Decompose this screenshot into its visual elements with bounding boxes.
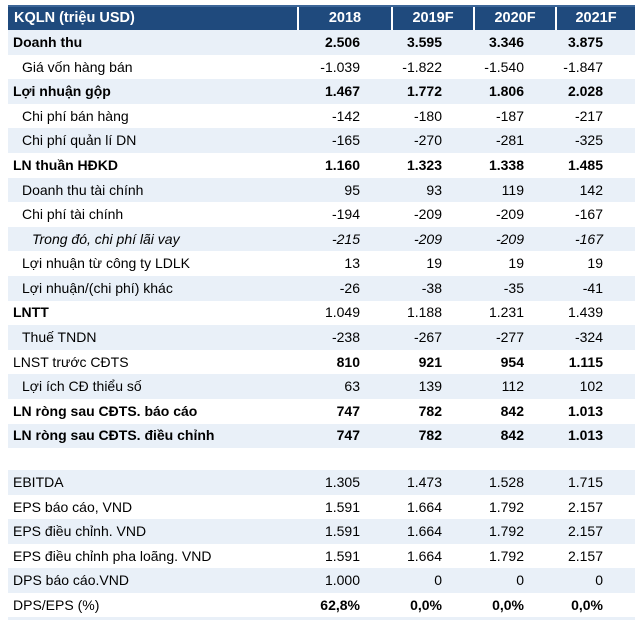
row-label: LN thuần HĐKD [13, 156, 118, 173]
cell-2021F: 2.157 [567, 523, 603, 540]
cell-2019F: 1.323 [406, 156, 442, 173]
cell-2021F: 142 [579, 181, 603, 198]
cell-2018: -26 [339, 279, 360, 296]
row-label: LNST trước CĐTS [13, 353, 129, 370]
cell-2019F: -209 [413, 206, 442, 223]
cell-2021F: 19 [587, 255, 603, 272]
row-label: EPS điều chỉnh. VND [13, 523, 147, 540]
row-label: LN ròng sau CĐTS. báo cáo [13, 402, 198, 419]
table-row [8, 301, 635, 326]
table-row [8, 55, 635, 80]
cell-2020F: -1.540 [484, 58, 524, 75]
table-row [8, 325, 635, 350]
spacer-cell [8, 448, 635, 470]
cell-2018: 1.305 [324, 474, 360, 491]
row-label: Trong đó, chi phí lãi vay [32, 230, 180, 247]
cell-2019F: -180 [413, 107, 442, 124]
cell-2021F: -1.847 [563, 58, 603, 75]
cell-2020F: 0,0% [492, 597, 524, 614]
cell-2020F: 1.792 [488, 498, 524, 515]
cell-2018: 747 [336, 402, 360, 419]
row-label: Chi phí tài chính [22, 206, 124, 223]
cell-2018: 810 [336, 353, 360, 370]
row-label: DPS báo cáo.VND [13, 572, 129, 589]
cell-2021F: -325 [574, 132, 603, 149]
cell-2020F: -209 [495, 230, 524, 247]
table-row [8, 593, 635, 618]
table-row [8, 128, 635, 153]
cell-2020F: -281 [495, 132, 524, 149]
cell-2019F: -209 [413, 230, 442, 247]
cell-2020F: 1.792 [488, 547, 524, 564]
row-label: Chi phí quản lí DN [22, 132, 137, 149]
cell-2020F: 0 [516, 572, 524, 589]
table-row [8, 495, 635, 520]
row-label: LN ròng sau CĐTS. điều chỉnh [13, 427, 215, 444]
row-label: LNTT [13, 304, 49, 321]
cell-2019F: 93 [426, 181, 442, 198]
table-row [8, 399, 635, 424]
cell-2020F: 19 [508, 255, 524, 272]
table-row [8, 470, 635, 495]
cell-2018: -215 [331, 230, 360, 247]
cell-2018: -238 [331, 329, 360, 346]
cell-2021F: 1.715 [567, 474, 603, 491]
cell-2019F: 139 [418, 378, 442, 395]
row-label: Giá vốn hàng bán [22, 58, 133, 75]
cell-2019F: -267 [413, 329, 442, 346]
cell-2018: 63 [344, 378, 360, 395]
cell-2021F: -41 [582, 279, 603, 296]
table-row [8, 251, 635, 276]
cell-2019F: 782 [418, 402, 442, 419]
cell-2018: -194 [331, 206, 360, 223]
cell-2021F: 1.115 [568, 353, 603, 370]
cell-2018: 1.591 [324, 547, 360, 564]
row-label: Lợi nhuận gộp [13, 83, 111, 100]
cell-2020F: 112 [501, 378, 524, 395]
cell-2020F: 1.528 [488, 474, 524, 491]
row-label: Chi phí bán hàng [22, 107, 129, 124]
cell-2020F: 842 [500, 402, 524, 419]
cell-2021F: 0,0% [571, 597, 603, 614]
row-label: Doanh thu tài chính [22, 181, 144, 198]
table-row [8, 153, 635, 178]
cell-2019F: 1.473 [406, 474, 442, 491]
row-label: DPS/EPS (%) [13, 597, 100, 614]
cell-2020F: -187 [495, 107, 524, 124]
row-label: Thuế TNDN [22, 329, 97, 346]
income-statement-table [8, 5, 635, 618]
cell-2020F: 842 [500, 427, 524, 444]
table-body [8, 30, 635, 618]
cell-2018: -1.039 [320, 58, 360, 75]
table-row [8, 519, 635, 544]
table-row [8, 350, 635, 375]
cell-2019F: 0 [434, 572, 442, 589]
header-col-2021f: 2021F [556, 6, 635, 30]
cell-2021F: 2.028 [567, 83, 603, 100]
income-statement [8, 5, 635, 618]
cell-2021F: 2.157 [567, 547, 603, 564]
cell-2020F: -277 [495, 329, 524, 346]
cell-2020F: 119 [501, 181, 524, 198]
row-label: Lợi nhuận từ công ty LDLK [22, 255, 190, 272]
cell-2018: 2.506 [324, 33, 360, 50]
cell-2021F: 2.157 [567, 498, 603, 515]
table-row [8, 227, 635, 252]
cell-2018: -142 [331, 107, 360, 124]
cell-2019F: 921 [418, 353, 442, 370]
table-row [8, 30, 635, 55]
cell-2020F: 1.338 [488, 156, 524, 173]
cell-2020F: -209 [495, 206, 524, 223]
cell-2019F: -270 [413, 132, 442, 149]
row-label: Lợi ích CĐ thiểu số [22, 378, 142, 395]
row-label: EBITDA [13, 474, 64, 491]
row-label: EPS báo cáo, VND [13, 498, 133, 515]
table-row [8, 202, 635, 227]
header-label-kqln: KQLN (triệu USD) [8, 6, 298, 30]
table-header [8, 6, 635, 30]
cell-2018: -165 [331, 132, 360, 149]
cell-2019F: 782 [418, 427, 442, 444]
cell-2018: 1.049 [324, 304, 360, 321]
cell-2018: 1.000 [324, 572, 360, 589]
cell-2018: 747 [336, 427, 360, 444]
header-col-2019f: 2019F [392, 6, 474, 30]
cell-2019F: 3.595 [406, 33, 442, 50]
cell-2021F: 1.013 [567, 427, 603, 444]
cell-2019F: 19 [426, 255, 442, 272]
header-col-2020f: 2020F [474, 6, 556, 30]
spacer-row [8, 448, 635, 470]
row-label: Doanh thu [13, 33, 83, 50]
cell-2018: 1.591 [324, 523, 360, 540]
header-row [8, 6, 635, 30]
cell-2021F: -167 [574, 206, 603, 223]
cell-2018: 95 [344, 181, 360, 198]
cell-2021F: 1.485 [567, 156, 603, 173]
cell-2020F: 3.346 [488, 33, 524, 50]
cell-2021F: 1.439 [567, 304, 603, 321]
cell-2021F: -324 [574, 329, 603, 346]
cell-2019F: 1.772 [406, 83, 442, 100]
table-row [8, 276, 635, 301]
table-row [8, 178, 635, 203]
cell-2021F: 1.013 [567, 402, 603, 419]
cell-2021F: -217 [574, 107, 603, 124]
cell-2021F: 102 [579, 378, 603, 395]
header-col-2018: 2018 [298, 6, 392, 30]
cell-2018: 1.591 [324, 498, 360, 515]
cell-2019F: -1.822 [402, 58, 442, 75]
cell-2019F: 0,0% [410, 597, 442, 614]
cell-2020F: 954 [500, 353, 524, 370]
table-row [8, 568, 635, 593]
cell-2021F: 3.875 [567, 33, 603, 50]
cell-2021F: 0 [595, 572, 603, 589]
cell-2019F: 1.664 [406, 547, 442, 564]
cell-2018: 62,8% [320, 597, 360, 614]
cell-2020F: 1.231 [488, 304, 524, 321]
table-row [8, 544, 635, 569]
row-label: Lợi nhuận/(chi phí) khác [22, 279, 173, 296]
cell-2019F: 1.664 [406, 498, 442, 515]
cell-2018: 1.467 [324, 83, 360, 100]
cell-2018: 13 [344, 255, 360, 272]
cell-2020F: 1.792 [488, 523, 524, 540]
table-row [8, 79, 635, 104]
cell-2018: 1.160 [324, 156, 360, 173]
row-label: EPS điều chỉnh pha loãng. VND [13, 547, 212, 564]
cell-2019F: -38 [421, 279, 442, 296]
cell-2021F: -167 [574, 230, 603, 247]
cell-2019F: 1.188 [406, 304, 442, 321]
table-row [8, 424, 635, 449]
cell-2019F: 1.664 [406, 523, 442, 540]
cell-2020F: 1.806 [488, 83, 524, 100]
table-row [8, 104, 635, 129]
table-row [8, 374, 635, 399]
cell-2020F: -35 [503, 279, 524, 296]
